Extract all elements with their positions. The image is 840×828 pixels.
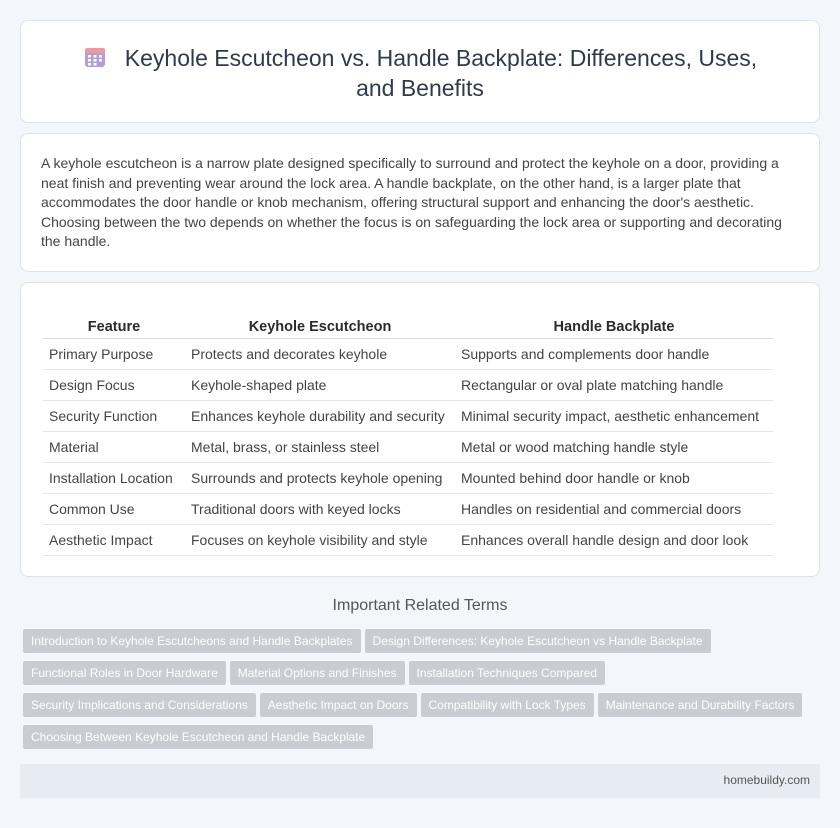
header-keyhole-escutcheon: Keyhole Escutcheon (185, 316, 455, 338)
related-term-tag[interactable]: Material Options and Finishes (230, 661, 405, 685)
cell-keyhole: Enhances keyhole durability and security (185, 400, 455, 431)
cell-backplate: Rectangular or oval plate matching handle (455, 369, 773, 400)
related-terms-title: Important Related Terms (332, 597, 508, 614)
cell-keyhole: Keyhole-shaped plate (185, 369, 455, 400)
cell-backplate: Metal or wood matching handle style (455, 431, 773, 462)
related-term-tag[interactable]: Compatibility with Lock Types (421, 693, 594, 717)
table-row (43, 462, 773, 493)
related-terms-list (23, 629, 823, 757)
cell-keyhole: Protects and decorates keyhole (185, 338, 455, 369)
cell-keyhole: Traditional doors with keyed locks (185, 493, 455, 524)
related-term-tag[interactable]: Installation Techniques Compared (409, 661, 606, 685)
cell-backplate: Enhances overall handle design and door look (455, 524, 773, 555)
comparison-card (20, 282, 820, 577)
table-row (43, 338, 773, 369)
cell-keyhole: Surrounds and protects keyhole opening (185, 462, 455, 493)
page-title-row (21, 43, 819, 103)
calendar-grid-icon (83, 45, 107, 69)
table-row (43, 400, 773, 431)
table-row (43, 493, 773, 524)
comparison-table (43, 316, 773, 556)
table-row (43, 524, 773, 555)
table-header-row (43, 316, 773, 338)
cell-keyhole: Metal, brass, or stainless steel (185, 431, 455, 462)
cell-backplate: Handles on residential and commercial doors (455, 493, 773, 524)
cell-feature: Design Focus (43, 369, 185, 400)
cell-feature: Security Function (43, 400, 185, 431)
cell-backplate: Mounted behind door handle or knob (455, 462, 773, 493)
related-term-tag[interactable]: Security Implications and Considerations (23, 693, 256, 717)
header-feature: Feature (43, 316, 185, 338)
cell-feature: Common Use (43, 493, 185, 524)
cell-feature: Material (43, 431, 185, 462)
footer-site-link[interactable]: homebuildy.com (723, 773, 810, 787)
cell-backplate: Supports and complements door handle (455, 338, 773, 369)
related-term-tag[interactable]: Aesthetic Impact on Doors (260, 693, 417, 717)
header-card (20, 20, 820, 123)
cell-feature: Installation Location (43, 462, 185, 493)
intro-text: A keyhole escutcheon is a narrow plate designed specifically to surround and protect the keyhole on a door, providing a neat finish and preventing wear around the lock area. A handle backplate, on the other hand, is a larger plate that accommodates the door handle or knob mechanism, offering structural support and enhancing the door's aesthetic. Choosing between the two depends on whether the focus is on safeguarding the lock area or supporting and decorating the handle. (41, 155, 782, 250)
cell-feature: Primary Purpose (43, 338, 185, 369)
related-term-tag[interactable]: Choosing Between Keyhole Escutcheon and Handle Backplate (23, 725, 373, 749)
related-term-tag[interactable]: Design Differences: Keyhole Escutcheon vs Handle Backplate (365, 629, 711, 653)
cell-feature: Aesthetic Impact (43, 524, 185, 555)
cell-backplate: Minimal security impact, aesthetic enhancement (455, 400, 773, 431)
related-term-tag[interactable]: Maintenance and Durability Factors (598, 693, 803, 717)
table-row (43, 369, 773, 400)
intro-card (20, 133, 820, 272)
header-handle-backplate: Handle Backplate (455, 316, 773, 338)
footer (20, 764, 820, 798)
related-term-tag[interactable]: Introduction to Keyhole Escutcheons and Handle Backplates (23, 629, 361, 653)
related-term-tag[interactable]: Functional Roles in Door Hardware (23, 661, 226, 685)
cell-keyhole: Focuses on keyhole visibility and style (185, 524, 455, 555)
table-row (43, 431, 773, 462)
page-title: Keyhole Escutcheon vs. Handle Backplate: Differences, Uses, and Benefits (124, 45, 758, 101)
